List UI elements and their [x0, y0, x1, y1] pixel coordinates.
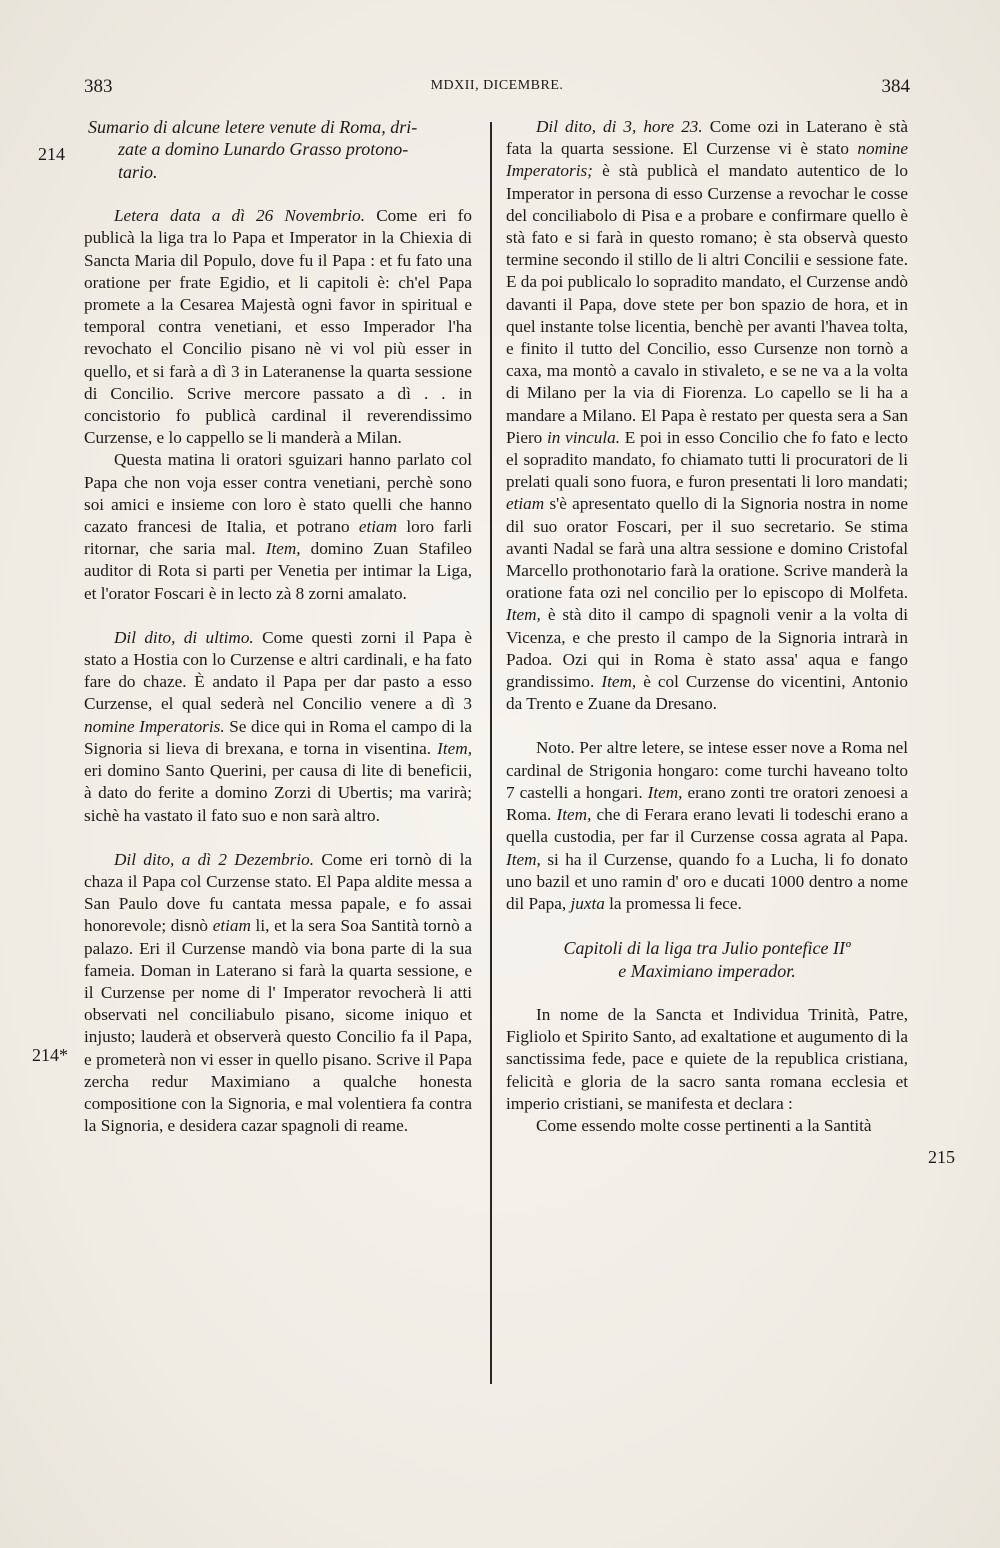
italic-word: Item, — [506, 605, 541, 625]
paragraph — [506, 1115, 908, 1137]
paragraph — [84, 205, 472, 449]
paragraph — [84, 449, 472, 604]
heading-line: e Maximiano imperador. — [618, 960, 796, 981]
italic-word: juxta — [570, 893, 605, 913]
italic-word: Item, — [265, 539, 301, 559]
paragraph-text: Come ozi in Laterano è stà fata la quarta sessione. El Curzense vi è stato — [506, 117, 908, 159]
margin-number: 215 — [928, 1147, 955, 1167]
paragraph-text: erano zonti tre oratori zenoesi a Roma. — [506, 782, 908, 825]
italic-word: nomine Imperatoris; — [506, 139, 908, 181]
paragraph-text: Come eri fo publicà la liga tra lo Papa et Imperator in la Chiexia di Sancta Maria dil Populo, dove fu il Papa : et fu fato una oratione per frate Egidio, et li capitoli è: ch'el Papa promete a la Cesarea Majestà ogni favor in spiritual e temporal contra venetiani, et esso Imperador l'ha revochato el Concilio pisano nè vi vol più esser in quello, et si farà a dì 3 in Lateranense la quarta sessione di Concilio. Scrive mercore passato a dì . . in concistorio fo publicà cardinal il reverendissimo Curzense, e lo cappello se li manderà a Milan. — [84, 206, 472, 448]
paragraph-text: si ha il Curzense, quando fo a Lucha, li fo donato uno bazil et uno ramin d' oro e ducati 1000 dentro a nome dil Papa, — [506, 849, 908, 913]
dateline: Dil dito, a dì 2 Dezembrio. — [114, 849, 315, 869]
dateline: Dil dito, di 3, hore 23. — [536, 117, 703, 136]
spacer — [84, 183, 472, 205]
running-title: MDXII, DICEMBRE. — [430, 78, 564, 93]
italic-word: Item, — [556, 805, 592, 825]
paragraph-text: Come eri tornò di la chaza il Papa col Curzense stato. El Papa aldite messa a San Paulo dove fu cantata messa papale, e fo assai honorevole; disnò — [84, 849, 472, 936]
paragraph-text: Come essendo molte cosse pertinenti a la Santità — [536, 1115, 872, 1135]
margin-number: 214* — [32, 1045, 68, 1065]
italic-word: etiam — [358, 517, 398, 537]
paragraph — [506, 737, 908, 915]
paragraph-text: è col Curzense do vicentini, Antonio da Trento e Zuane da Dresano. — [506, 672, 908, 714]
paragraph-text: è stà dito il campo di spagnoli venir a la volta di Vicenza, e che presto il campo de la Signoria intrarà in Padoa. Ozi qui in Roma è stato assa' aqua e fango grandissimo. — [506, 605, 908, 692]
paragraph-text: In nome de la Sancta et Individua Trinità, Patre, Figliolo et Spirito Santo, ad exaltatione et augumento di la sanctissima fede, pace e quiete de la republica cristiana, felicità e gloria de la sacro santa romana ecclesia et imperio cristiani, se manifesta et declara : — [506, 1004, 908, 1113]
spacer — [506, 715, 908, 737]
running-head — [84, 76, 910, 106]
paragraph-text: Come questi zorni il Papa è stato a Hostia con lo Curzense e altri cardinali, e ha fato fare do chaze. È andato il Papa per dar pasto a esso Curzense, el qual sederà nel Concilio venere a dì 3 — [84, 627, 473, 714]
italic-word: nomine Imperatoris. — [84, 716, 225, 736]
paragraph-text: è stà publicà el mandato autentico de lo Imperator in persona di esso Curzense a revochar le cosse del conciliabolo di Pisa e a probare e confirmare quello è stà fato e si farà in questo romano; è sta observà questo termine secondo il stillo de li altri Concilii e sessione fate. E da poi publicalo lo sopradito mandato, el Curzense andò davanti il Papa, dove stete per bon spazio de hora, et in quel instante tolse licentia, benchè per avanti l'havea tolta, e finito il tutto del Concilio, esso Cursenze non tornò a caxa, ma montò a cavalo in stivaleto, e se ne va a la volta di Milano per la via di Fiorenza. Lo capello se li ha a mandare a Milano. El Papa è restato per questa sera a San Piero — [506, 161, 908, 447]
paragraph-text: che di Ferara erano levati li todeschi erano a quella custodia, per far il Curzense cossa agrata al Papa. — [506, 805, 908, 847]
italic-word: etiam — [212, 916, 251, 936]
paragraph-text: loro farli ritornar, che saria mal. — [84, 517, 472, 559]
spacer — [84, 605, 472, 627]
italic-word: Item, — [506, 849, 541, 869]
heading-line: tario. — [118, 161, 158, 182]
paragraph — [506, 1004, 908, 1115]
paragraph-text: Noto. Per altre letere, se intese esser nove a Roma nel cardinal de Strigonia hongaro: come turchi haveano tolto 7 castelli a hongari. — [506, 738, 908, 802]
page-number-left: 383 — [84, 76, 113, 97]
paragraph — [84, 627, 472, 827]
heading-line: Sumario di alcune letere venute di Roma, dri- — [88, 117, 418, 137]
spacer — [506, 915, 908, 937]
dateline: Dil dito, di ultimo. — [114, 627, 254, 647]
paragraph-text: eri domino Santo Querini, per causa di lite di beneficii, à dato do ferite a domino Zorzi di Ubertis; ma varirà; sichè ha vastato il fato suo e non sarà altro. — [84, 761, 472, 825]
page-number-right: 384 — [881, 76, 910, 97]
spacer — [506, 982, 908, 1004]
paragraph — [84, 849, 472, 1138]
dateline: Letera data a dì 26 Novembrio. — [114, 206, 366, 226]
paragraph-text: li, et la sera Soa Santità tornò a palazo. Eri il Curzense mandò via bona parte di la sua fameia. Doman in Laterano si farà la quarta sessione, e il Curzense per nome di l' Imperator revocherà li atti observati nel conciliabulo pisano, sicome iniquo et injusto; lauderà et observerà questo Concilio fa il Papa, e prometerà non vi esser in quello pisano. Scrive il Papa zercha redur Maximiano a qualche honesta compositione con la Signoria, e mal volentiera fa contra la Signoria, e desidera cazar spagnoli di reame. — [84, 916, 472, 1136]
italic-word: in vincula. — [547, 427, 621, 447]
right-column — [506, 116, 908, 1137]
paragraph-text: Se dice qui in Roma el campo di la Signoria si lieva di brexana, e torna in visentina. — [84, 716, 472, 758]
paragraph-text: Questa matina li oratori sguizari hanno parlato col Papa che non voja esser contra venetiani, perchè sono soi amici e insieme con loro è stato quelli che hanno cazato francesi de Italia, et potrano — [84, 450, 472, 537]
margin-number: 214 — [38, 144, 65, 164]
paragraph-text: la promessa li fece. — [604, 893, 742, 913]
italic-word: Item, — [601, 672, 637, 692]
heading-line: Capitoli di la liga tra Julio pontefice IIº — [563, 938, 851, 959]
italic-word: Item, — [647, 782, 683, 802]
italic-word: etiam — [506, 494, 545, 514]
paragraph-text: s'è apresentato quello di la Signoria nostra in nome dil suo orator Foscari, per il suo secretario. Se stima avanti Nadal se farà una altra sessione e domino Cristofal Marcello prothonotario farà la oratione. Scrive manderà la oratione fata ozi nel concilio per lo episcopo di Molfeta. — [506, 494, 908, 603]
section-heading — [84, 116, 472, 183]
paragraph — [506, 116, 908, 715]
left-column — [84, 116, 472, 1137]
paragraph-text: domino Zuan Stafileo auditor di Rota si parti per Venetia per intimar la Liga, et l'orator Foscari è in lecto zà 8 zorni amalato. — [84, 539, 473, 603]
section-heading — [506, 937, 908, 982]
spacer — [84, 827, 472, 849]
paragraph-text: E poi in esso Concilio che fo fato e lecto el sopradito mandato, fo chiamato tutti li procuratori de li prelati quali sono fuora, e furon presentati li loro mandati; — [506, 427, 908, 492]
heading-line: zate a domino Lunardo Grasso protono- — [118, 139, 409, 160]
italic-word: Item, — [437, 738, 472, 758]
column-divider — [490, 122, 492, 1384]
